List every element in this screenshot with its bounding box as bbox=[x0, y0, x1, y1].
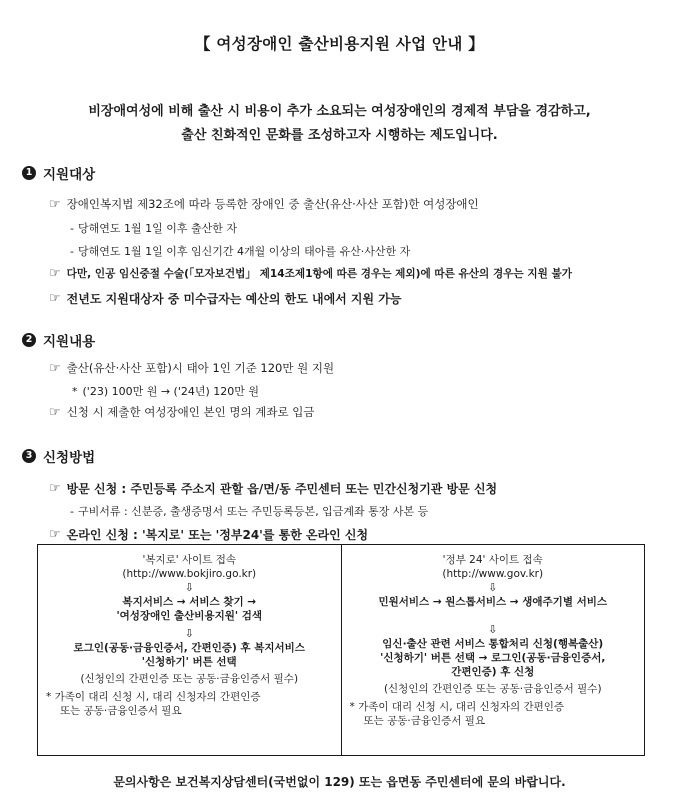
page-title: 【 여성장애인 출산비용지원 사업 안내 】 bbox=[194, 35, 485, 53]
note-star-marker: * bbox=[72, 384, 78, 398]
dash-marker: - bbox=[70, 244, 74, 258]
intro-line-1: 비장애여성에 비해 출산 시 비용이 추가 소요되는 여성장애인의 경제적 부담을 경감하고, bbox=[88, 104, 591, 119]
section-2-item-1: ☞ 출산(유산·사산 포함)시 태아 1인 기준 120만 원 지원 bbox=[49, 360, 335, 376]
gov24-step-3a: 임신·출산 관련 서비스 통합처리 신청(행복출산) bbox=[382, 638, 604, 650]
section-3-item-1: ☞ 방문 신청 : 주민등록 주소지 관할 읍/면/동 주민센터 또는 민간신청기관 방문 신청 bbox=[49, 481, 498, 496]
pointing-hand-icon: ☞ bbox=[49, 481, 61, 496]
pointing-hand-icon: ☞ bbox=[49, 527, 61, 542]
bokjiro-step-3a: 로그인(공동·금융인증서, 간편인증) 후 복지서비스 bbox=[73, 642, 305, 654]
down-arrow-icon: ⇩ bbox=[184, 627, 194, 640]
pointing-hand-icon: ☞ bbox=[49, 404, 61, 420]
note-star-marker: * bbox=[349, 701, 355, 713]
gov24-url: (http://www.gov.kr) bbox=[442, 568, 544, 580]
bokjiro-steps bbox=[38, 545, 341, 755]
section-3-title: 신청방법 bbox=[43, 450, 96, 466]
section-1-item-1-sub-2: - 당해연도 1월 1일 이후 임신기간 4개월 이상의 태아를 유산·사산한 자 bbox=[70, 244, 411, 258]
dash-marker: - bbox=[70, 504, 74, 518]
section-1-title: 지원대상 bbox=[43, 167, 96, 183]
gov24-heading: '정부 24' 사이트 접속 bbox=[442, 554, 543, 566]
footer-contact-note: 문의사항은 보건복지상담센터(국번없이 129) 또는 읍면동 주민센터에 문의 바랍니다. bbox=[113, 775, 566, 789]
pointing-hand-icon: ☞ bbox=[49, 291, 61, 306]
section-number-badge: 3 bbox=[22, 449, 36, 463]
section-1-item-3: ☞ 전년도 지원대상자 중 미수급자는 예산의 한도 내에서 지원 가능 bbox=[49, 291, 402, 306]
section-2-item-2: ☞ 신청 시 제출한 여성장애인 본인 명의 계좌로 입금 bbox=[49, 404, 315, 420]
bokjiro-url: (http://www.bokjiro.go.kr) bbox=[122, 568, 257, 580]
bokjiro-requirement: (신청인의 간편인증 또는 공동·금융인증서 필수) bbox=[80, 673, 299, 685]
online-application-steps-box bbox=[37, 544, 645, 756]
down-arrow-icon: ⇩ bbox=[488, 581, 498, 594]
intro-text bbox=[0, 100, 679, 148]
section-1-item-1: ☞ 장애인복지법 제32조에 따라 등록한 장애인 중 출산(유산·사산 포함)한 여성장애인 bbox=[49, 196, 479, 212]
gov24-steps bbox=[341, 545, 645, 755]
down-arrow-icon: ⇩ bbox=[184, 581, 194, 594]
pointing-hand-icon: ☞ bbox=[49, 360, 61, 376]
section-number-badge: 2 bbox=[22, 333, 36, 347]
gov24-proxy-note: * 가족이 대리 신청 시, 대리 신청자의 간편인증 또는 공동·금융인증서 필요 bbox=[349, 701, 565, 727]
section-2-item-1-note: * ('23) 100만 원 → ('24년) 120만 원 bbox=[72, 384, 260, 398]
gov24-step-3b: '신청하기' 버튼 선택 → 로그인(공동·금융인증서, bbox=[380, 652, 606, 664]
section-2-title: 지원내용 bbox=[43, 334, 96, 350]
bokjiro-step-2b: '여성장애인 출산비용지원' 검색 bbox=[116, 610, 263, 622]
pointing-hand-icon: ☞ bbox=[49, 266, 61, 281]
pointing-hand-icon: ☞ bbox=[49, 196, 61, 212]
intro-line-2: 출산 친화적인 문화를 조성하고자 시행하는 제도입니다. bbox=[181, 128, 498, 143]
bokjiro-proxy-note: * 가족이 대리 신청 시, 대리 신청자의 간편인증 또는 공동·금융인증서 필요 bbox=[46, 691, 261, 717]
section-1-heading bbox=[22, 163, 95, 183]
section-2-heading bbox=[22, 330, 95, 350]
section-1-item-1-sub-1: - 당해연도 1월 1일 이후 출산한 자 bbox=[70, 221, 237, 235]
down-arrow-icon: ⇩ bbox=[488, 623, 498, 636]
bokjiro-step-2a: 복지서비스 → 서비스 찾기 → bbox=[122, 596, 257, 608]
gov24-step-3c: 간편인증) 후 신청 bbox=[451, 666, 535, 678]
section-number-badge: 1 bbox=[22, 166, 36, 180]
section-3-item-1-sub: - 구비서류 : 신분증, 출생증명서 또는 주민등록등본, 입금계좌 통장 사본 등 bbox=[70, 504, 429, 518]
bokjiro-step-3b: '신청하기' 버튼 선택 bbox=[141, 656, 237, 668]
section-3-heading bbox=[22, 446, 95, 466]
bokjiro-heading: '복지로' 사이트 접속 bbox=[142, 554, 237, 566]
dash-marker: - bbox=[70, 221, 74, 235]
section-3-item-2: ☞ 온라인 신청 : '복지로' 또는 '정부24'를 통한 온라인 신청 bbox=[49, 527, 369, 542]
note-star-marker: * bbox=[46, 691, 52, 703]
gov24-requirement: (신청인의 간편인증 또는 공동·금융인증서 필수) bbox=[383, 683, 602, 695]
gov24-step-2: 민원서비스 → 원스톱서비스 → 생애주기별 서비스 bbox=[378, 596, 608, 608]
section-1-item-2: ☞ 다만, 인공 임신중절 수술(「모자보건법」 제14조제1항에 따른 경우는 제외)에 따른 유산의 경우는 지원 불가 bbox=[49, 266, 572, 281]
